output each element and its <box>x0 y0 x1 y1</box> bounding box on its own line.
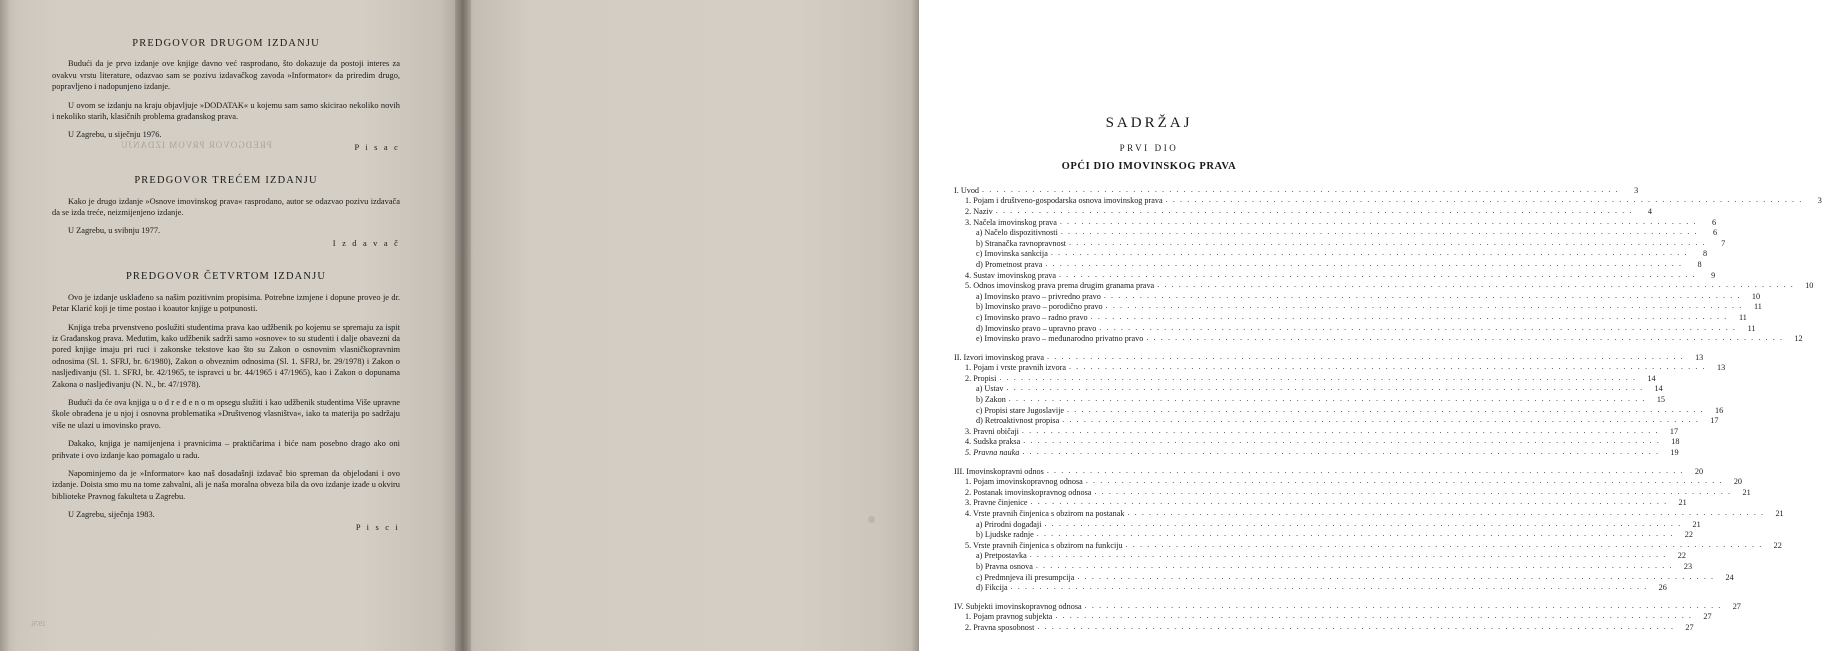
toc-entry-label: e) Imovinsko pravo – međunarodno privatno pravo <box>976 334 1144 344</box>
preface-paragraph: Budući da će ova knjiga u o d r e đ e n o m opsegu služiti i kao udžbenik studentima Više upravne škole obrađena je u njoj i osnovna problematika »Društvenog vlasništva«, iako ta materija po sadržaju više ne ulazi u imovinsko pravo. <box>52 397 400 430</box>
toc-entry-page: 9 <box>1711 270 1716 280</box>
table-of-contents <box>954 115 1822 634</box>
toc-entry-page: 8 <box>1697 259 1702 269</box>
preface-place-date: U Zagrebu, u siječnju 1976. <box>68 130 162 140</box>
toc-entry-page: 27 <box>1732 601 1741 611</box>
toc-dot-leader: . . . . . . . . . . . . . . . . . . . . . . . . . . . . . . . . . . . . . . . . . . . . . . . . . . . . . . . . . . . . . . . . . . . . . . . . . . . . . . . . . . . . . . . . . <box>1050 248 1689 258</box>
toc-dot-leader: . . . . . . . . . . . . . . . . . . . . . . . . . . . . . . . . . . . . . . . . . . . . . . . . . . . . . . . . . . . . . . . . . . . . . . . . . . . . . . . . . . . . . . . . . <box>1067 404 1705 414</box>
toc-entry-page: 26 <box>1658 583 1667 593</box>
toc-entry-page: 10 <box>1805 281 1814 291</box>
toc-dot-leader: . . . . . . . . . . . . . . . . . . . . . . . . . . . . . . . . . . . . . . . . . . . . . . . . . . . . . . . . . . . . . . . . . . . . . . . . . . . . . . . . . . . . . . . . . <box>1094 486 1732 496</box>
toc-dot-leader: . . . . . . . . . . . . . . . . . . . . . . . . . . . . . . . . . . . . . . . . . . . . . . . . . . . . . . . . . . . . . . . . . . . . . . . . . . . . . . . . . . . . . . . . . <box>1035 560 1674 570</box>
preface-column <box>52 38 400 533</box>
toc-entry-page: 14 <box>1647 373 1656 383</box>
toc-dot-leader: . . . . . . . . . . . . . . . . . . . . . . . . . . . . . . . . . . . . . . . . . . . . . . . . . . . . . . . . . . . . . . . . . . . . . . . . . . . . . . . . . . . . . . . . . <box>1036 529 1674 539</box>
preface-heading-4: PREDGOVOR ČETVRTOM IZDANJU <box>125 271 327 283</box>
toc-entry-label: a) Prirodni događaji <box>976 519 1042 529</box>
toc-entry-label: d) Fikcija <box>976 583 1008 593</box>
toc-entry-label: a) Ustav <box>976 384 1004 394</box>
toc-dot-leader: . . . . . . . . . . . . . . . . . . . . . . . . . . . . . . . . . . . . . . . . . . . . . . . . . . . . . . . . . . . . . . . . . . . . . . . . . . . . . . . . . . . . . . . . . <box>1037 621 1675 631</box>
toc-entry[interactable] <box>954 447 1679 459</box>
toc-dot-leader: . . . . . . . . . . . . . . . . . . . . . . . . . . . . . . . . . . . . . . . . . . . . . . . . . . . . . . . . . . . . . . . . . . . . . . . . . . . . . . . . . . . . . . . . . <box>1030 497 1668 507</box>
toc-entry-page: 11 <box>1753 302 1762 312</box>
toc-entry-label: 2. Postanak imovinskopravnog odnosa <box>965 487 1092 497</box>
preface-paragraph: Knjiga treba prvenstveno poslužiti studentima prava kao udžbenik po kojemu se spremaju za ispit iz Građanskog prava. Međutim, kako udžbenik sadrži samo »osnove« to su studenti i dalje obavezni da pored knjige imaju pri ruci i zakonske tekstove kao što su Zakon o osnovnim vlasničkopravnim odnosima (Sl. 1. SFRJ, br. 6/1980), Zakon o obveznim odnosima (Sl. 1. SFRJ, br. 29/1978) i Zakon o nasljeđivanju (Sl. 1. SFRJ, br. 42/1965, te ispravci u br. 44/1965 i 47/1965), kao i Zakon o dopunama Zakona o nasljeđivanju (N. N., br. 47/1978). <box>52 322 400 389</box>
toc-entry[interactable] <box>954 333 1803 345</box>
toc-entry-page: 14 <box>1654 384 1663 394</box>
toc-dot-leader: . . . . . . . . . . . . . . . . . . . . . . . . . . . . . . . . . . . . . . . . . . . . . . . . . . . . . . . . . . . . . . . . . . . . . . . . . . . . . . . . . . . . . . . . . <box>1021 425 1660 435</box>
toc-entry-label: 5. Pravna nauka <box>965 448 1020 458</box>
preface-paragraph: Dakako, knjiga je namijenjena i pravnicima – praktičarima i biće nam posebno drago ako oni prihvate i ovo izdanje kao pomagalo u radu. <box>52 439 400 460</box>
toc-entry-label: IV. Subjekti imovinskopravnog odnosa <box>954 601 1082 611</box>
toc-dot-leader: . . . . . . . . . . . . . . . . . . . . . . . . . . . . . . . . . . . . . . . . . . . . . . . . . . . . . . . . . . . . . . . . . . . . . . . . . . . . . . . . . . . . . . . . . <box>1069 237 1707 247</box>
preface-heading-3: PREDGOVOR TREĆEM IZDANJU <box>134 175 318 187</box>
preface-paragraph: Budući da je prvo izdanje ove knjige davno već rasprodano, što dokazuje da postoji interes za ovakvu vrstu literature, odazvao sam se pozivu izdavačkog zavoda »Informator« da priredim drugo, popravljeno i nadopunjeno izdanje. <box>52 59 400 92</box>
toc-entry-page: 21 <box>1775 509 1784 518</box>
toc-dot-leader: . . . . . . . . . . . . . . . . . . . . . . . . . . . . . . . . . . . . . . . . . . . . . . . . . . . . . . . . . . . . . . . . . . . . . . . . . . . . . . . . . . . . . . . . . <box>1008 394 1646 404</box>
preface-heading-2: PREDGOVOR DRUGOM IZDANJU <box>132 38 320 49</box>
toc-dot-leader: . . . . . . . . . . . . . . . . . . . . . . . . . . . . . . . . . . . . . . . . . . . . . . . . . . . . . . . . . . . . . . . . . . . . . . . . . . . . . . . . . . . . . . . . . <box>1044 518 1682 528</box>
toc-entry-label: c) Propisi stare Jugoslavije <box>976 405 1064 415</box>
preface-paragraph: Ovo je izdanje usklađeno sa našim pozitivnim propisima. Potrebne izmjene i dopune proveo je dr. Petar Klarić koji je time postao i koautor knjige u potpunosti. <box>52 292 400 314</box>
toc-dot-leader: . . . . . . . . . . . . . . . . . . . . . . . . . . . . . . . . . . . . . . . . . . . . . . . . . . . . . . . . . . . . . . . . . . . . . . . . . . . . . . . . . . . . . . . . . <box>1006 383 1644 393</box>
toc-entry-label: b) Ljudske radnje <box>976 530 1034 540</box>
left-edge-shadow <box>0 0 10 651</box>
toc-entry-page: 27 <box>1703 612 1712 622</box>
toc-entry-page: 6 <box>1712 228 1718 238</box>
toc-entry-label: b) Pravna osnova <box>976 561 1033 571</box>
toc-entry-label: 3. Pravni običaji <box>965 426 1019 436</box>
toc-entry-label: a) Pretpostavka <box>976 551 1027 561</box>
preface-signature: P i s c i <box>355 522 400 532</box>
toc-entry-page: 18 <box>1671 437 1680 447</box>
preface-paragraph: Kako je drugo izdanje »Osnove imovinskog prava« rasprodano, autor se odazvao pozivu izdavača da se izda treće, neizmijenjeno izdanje. <box>52 196 400 218</box>
toc-entry-label: d) Imovinsko pravo – upravno pravo <box>976 323 1097 333</box>
toc-entry-label: a) Imovinsko pravo – privredno pravo <box>976 291 1101 301</box>
left-book-page <box>0 0 462 651</box>
toc-dot-leader: . . . . . . . . . . . . . . . . . . . . . . . . . . . . . . . . . . . . . . . . . . . . . . . . . . . . . . . . . . . . . . . . . . . . . . . . . . . . . . . . . . . . . . . . . <box>1058 269 1697 279</box>
toc-dot-leader: . . . . . . . . . . . . . . . . . . . . . . . . . . . . . . . . . . . . . . . . . . . . . . . . . . . . . . . . . . . . . . . . . . . . . . . . . . . . . . . . . . . . . . . . . <box>1045 258 1683 268</box>
toc-entry-label: 4. Sudska praksa <box>965 437 1021 447</box>
toc-entry-page: 11 <box>1738 312 1747 322</box>
toc-dot-leader: . . . . . . . . . . . . . . . . . . . . . . . . . . . . . . . . . . . . . . . . . . . . . . . . . . . . . . . . . . . . . . . . . . . . . . . . . . . . . . . . . . . . . . . . . <box>1010 582 1648 592</box>
toc-entry-list <box>954 184 1822 634</box>
toc-entry-page: 13 <box>1716 363 1726 373</box>
toc-dot-leader: . . . . . . . . . . . . . . . . . . . . . . . . . . . . . . . . . . . . . . . . . . . . . . . . . . . . . . . . . . . . . . . . . . . . . . . . . . . . . . . . . . . . . . . . . <box>1125 539 1763 549</box>
toc-dot-leader: . . . . . . . . . . . . . . . . . . . . . . . . . . . . . . . . . . . . . . . . . . . . . . . . . . . . . . . . . . . . . . . . . . . . . . . . . . . . . . . . . . . . . . . . . <box>1090 311 1728 321</box>
toc-entry-label: c) Predmnjeva ili presumpcija <box>976 572 1075 582</box>
toc-entry-page: 15 <box>1656 395 1665 405</box>
toc-entry-label: d) Retroaktivnost propisa <box>976 416 1060 426</box>
toc-entry-label: 5. Vrste pravnih činjenica s obzirom na funkciju <box>965 540 1123 550</box>
toc-dot-leader: . . . . . . . . . . . . . . . . . . . . . . . . . . . . . . . . . . . . . . . . . . . . . . . . . . . . . . . . . . . . . . . . . . . . . . . . . . . . . . . . . . . . . . . . . <box>1165 195 1803 205</box>
toc-entry-page: 17 <box>1710 416 1719 426</box>
toc-entry-page: 22 <box>1684 530 1693 540</box>
toc-entry-label: d) Prometnost prava <box>976 259 1043 269</box>
toc-entry-page: 21 <box>1678 498 1687 508</box>
toc-entry[interactable] <box>954 621 1694 634</box>
preface-place-date: U Zagrebu, u svibnju 1977. <box>68 226 161 236</box>
toc-entry-page: 27 <box>1685 622 1694 632</box>
toc-dot-leader: . . . . . . . . . . . . . . . . . . . . . . . . . . . . . . . . . . . . . . . . . . . . . . . . . . . . . . . . . . . . . . . . . . . . . . . . . . . . . . . . . . . . . . . . . <box>1068 362 1707 372</box>
toc-dot-leader: . . . . . . . . . . . . . . . . . . . . . . . . . . . . . . . . . . . . . . . . . . . . . . . . . . . . . . . . . . . . . . . . . . . . . . . . . . . . . . . . . . . . . . . . . <box>1022 447 1660 457</box>
toc-dot-leader: . . . . . . . . . . . . . . . . . . . . . . . . . . . . . . . . . . . . . . . . . . . . . . . . . . . . . . . . . . . . . . . . . . . . . . . . . . . . . . . . . . . . . . . . . <box>1046 465 1685 475</box>
toc-entry-page: 12 <box>1794 334 1803 344</box>
toc-entry-label: b) Stranačka ravnopravnost <box>976 238 1067 248</box>
toc-dot-leader: . . . . . . . . . . . . . . . . . . . . . . . . . . . . . . . . . . . . . . . . . . . . . . . . . . . . . . . . . . . . . . . . . . . . . . . . . . . . . . . . . . . . . . . . . <box>995 205 1633 215</box>
toc-entry-page: 22 <box>1773 540 1782 550</box>
toc-dot-leader: . . . . . . . . . . . . . . . . . . . . . . . . . . . . . . . . . . . . . . . . . . . . . . . . . . . . . . . . . . . . . . . . . . . . . . . . . . . . . . . . . . . . . . . . . <box>1055 611 1693 621</box>
toc-entry-page: 16 <box>1715 405 1724 415</box>
toc-entry-page: 6 <box>1711 217 1717 227</box>
toc-dot-leader: . . . . . . . . . . . . . . . . . . . . . . . . . . . . . . . . . . . . . . . . . . . . . . . . . . . . . . . . . . . . . . . . . . . . . . . . . . . . . . . . . . . . . . . . . <box>1099 322 1737 332</box>
toc-entry-label: 5. Odnos imovinskog prava prema drugim granama prava <box>965 281 1155 291</box>
toc-entry-label: I. Uvod <box>954 185 980 195</box>
toc-dot-leader: . . . . . . . . . . . . . . . . . . . . . . . . . . . . . . . . . . . . . . . . . . . . . . . . . . . . . . . . . . . . . . . . . . . . . . . . . . . . . . . . . . . . . . . . . <box>999 372 1637 382</box>
toc-dot-leader: . . . . . . . . . . . . . . . . . . . . . . . . . . . . . . . . . . . . . . . . . . . . . . . . . . . . . . . . . . . . . . . . . . . . . . . . . . . . . . . . . . . . . . . . . <box>1062 415 1700 425</box>
toc-entry-page: 23 <box>1683 561 1693 571</box>
toc-dot-leader: . . . . . . . . . . . . . . . . . . . . . . . . . . . . . . . . . . . . . . . . . . . . . . . . . . . . . . . . . . . . . . . . . . . . . . . . . . . . . . . . . . . . . . . . . <box>1146 333 1784 343</box>
toc-entry-page: 3 <box>1634 185 1639 195</box>
toc-entry-page: 13 <box>1695 352 1704 362</box>
toc-entry-label: 1. Pojam imovinskopravnog odnosa <box>965 477 1083 487</box>
toc-entry-page: 10 <box>1751 291 1761 301</box>
toc-entry-page: 21 <box>1742 487 1751 497</box>
preface-signature: I z d a v a č <box>332 238 400 248</box>
toc-entry[interactable] <box>954 582 1667 594</box>
toc-entry-page: 3 <box>1817 196 1822 206</box>
toc-dot-leader: . . . . . . . . . . . . . . . . . . . . . . . . . . . . . . . . . . . . . . . . . . . . . . . . . . . . . . . . . . . . . . . . . . . . . . . . . . . . . . . . . . . . . . . . . <box>1060 227 1699 237</box>
book-gutter-shadow <box>455 0 471 651</box>
toc-entry-label: 2. Naziv <box>965 206 993 216</box>
toc-entry-label: 3. Načela imovinskog prava <box>965 217 1057 227</box>
toc-entry-page: 11 <box>1747 323 1756 333</box>
toc-entry-label: c) Imovinska sankcija <box>976 249 1048 259</box>
toc-entry-page: 8 <box>1702 249 1708 259</box>
toc-entry-label: 1. Pojam i društveno-gospodarska osnova imovinskog prava <box>965 196 1163 206</box>
toc-entry-page: 17 <box>1669 426 1679 436</box>
toc-dot-leader: . . . . . . . . . . . . . . . . . . . . . . . . . . . . . . . . . . . . . . . . . . . . . . . . . . . . . . . . . . . . . . . . . . . . . . . . . . . . . . . . . . . . . . . . . <box>1085 476 1724 486</box>
toc-entry-label: 4. Vrste pravnih činjenica s obzirom na postanak <box>965 509 1125 518</box>
toc-entry-label: c) Imovinsko pravo – radno pravo <box>976 312 1088 322</box>
right-book-page <box>462 0 1822 651</box>
toc-entry-page: 21 <box>1692 519 1701 529</box>
toc-entry-page: 20 <box>1694 466 1704 476</box>
toc-entry-label: 4. Sustav imovinskog prava <box>965 270 1056 280</box>
toc-dot-leader: . . . . . . . . . . . . . . . . . . . . . . . . . . . . . . . . . . . . . . . . . . . . . . . . . . . . . . . . . . . . . . . . . . . . . . . . . . . . . . . . . . . . . . . . . <box>1127 508 1765 517</box>
toc-dot-leader: . . . . . . . . . . . . . . . . . . . . . . . . . . . . . . . . . . . . . . . . . . . . . . . . . . . . . . . . . . . . . . . . . . . . . . . . . . . . . . . . . . . . . . . . . <box>1103 290 1742 300</box>
preface-signature: P i s a c <box>354 142 400 152</box>
toc-entry-label: a) Načelo dispozitivnosti <box>976 228 1058 238</box>
toc-entry-page: 19 <box>1670 448 1679 458</box>
toc-dot-leader: . . . . . . . . . . . . . . . . . . . . . . . . . . . . . . . . . . . . . . . . . . . . . . . . . . . . . . . . . . . . . . . . . . . . . . . . . . . . . . . . . . . . . . . . . <box>1059 216 1698 226</box>
preface-paragraph: Napominjemo da je »Informator« kao naš dosadašnji izdavač bio spreman da objelodani i ovo izdanje. Doista smo mu na tome zahvalni, ali je naša moralna obveza bila da ovo izdanje izađe u okviru biblioteke Pravnog fakulteta u Zagrebu. <box>52 468 400 501</box>
toc-entry-page: 24 <box>1725 572 1734 582</box>
toc-dot-leader: . . . . . . . . . . . . . . . . . . . . . . . . . . . . . . . . . . . . . . . . . . . . . . . . . . . . . . . . . . . . . . . . . . . . . . . . . . . . . . . . . . . . . . . . . <box>1157 280 1795 290</box>
toc-entry-label: 2. Propisi <box>965 373 997 383</box>
toc-entry-label: 1. Pojam i vrste pravnih izvora <box>965 363 1066 373</box>
toc-title: SADRŽAJ <box>1105 115 1193 131</box>
toc-subtitle: OPĆI DIO IMOVINSKOG PRAVA <box>1061 161 1237 173</box>
right-edge-shadow <box>911 0 919 651</box>
toc-entry-label: 3. Pravne činjenice <box>965 498 1028 508</box>
toc-dot-leader: . . . . . . . . . . . . . . . . . . . . . . . . . . . . . . . . . . . . . . . . . . . . . . . . . . . . . . . . . . . . . . . . . . . . . . . . . . . . . . . . . . . . . . . . . <box>1105 301 1743 311</box>
toc-entry-label: II. Izvori imovinskog prava <box>954 352 1045 362</box>
toc-dot-leader: . . . . . . . . . . . . . . . . . . . . . . . . . . . . . . . . . . . . . . . . . . . . . . . . . . . . . . . . . . . . . . . . . . . . . . . . . . . . . . . . . . . . . . . . . <box>1029 550 1667 560</box>
bleedthrough-text-2: 1976. <box>30 620 46 628</box>
bleedthrough-text: PREDGOVOR PRVOM IZDANJU <box>120 140 272 150</box>
toc-entry-page: 20 <box>1733 477 1743 487</box>
preface-place-date: U Zagrebu, siječnja 1983. <box>68 510 155 520</box>
toc-entry-label: b) Imovinsko pravo – porodično pravo <box>976 302 1103 312</box>
toc-dot-leader: . . . . . . . . . . . . . . . . . . . . . . . . . . . . . . . . . . . . . . . . . . . . . . . . . . . . . . . . . . . . . . . . . . . . . . . . . . . . . . . . . . . . . . . . . <box>1023 436 1661 446</box>
toc-dot-leader: . . . . . . . . . . . . . . . . . . . . . . . . . . . . . . . . . . . . . . . . . . . . . . . . . . . . . . . . . . . . . . . . . . . . . . . . . . . . . . . . . . . . . . . . . <box>1077 571 1715 581</box>
toc-dot-leader: . . . . . . . . . . . . . . . . . . . . . . . . . . . . . . . . . . . . . . . . . . . . . . . . . . . . . . . . . . . . . . . . . . . . . . . . . . . . . . . . . . . . . . . . . <box>1084 600 1722 610</box>
toc-part-label: PRVI DIO <box>1119 142 1179 153</box>
toc-entry-label: 2. Pravna sposobnost <box>965 622 1035 632</box>
toc-entry-page: 7 <box>1721 238 1726 248</box>
toc-entry-page: 4 <box>1647 206 1652 216</box>
toc-entry-label: III. Imovinskopravni odnos <box>954 466 1044 476</box>
toc-entry-label: 1. Pojam pravnog subjekta <box>965 612 1053 622</box>
toc-dot-leader: . . . . . . . . . . . . . . . . . . . . . . . . . . . . . . . . . . . . . . . . . . . . . . . . . . . . . . . . . . . . . . . . . . . . . . . . . . . . . . . . . . . . . . . . . <box>1047 351 1685 361</box>
toc-entry-page: 22 <box>1677 551 1686 561</box>
toc-dot-leader: . . . . . . . . . . . . . . . . . . . . . . . . . . . . . . . . . . . . . . . . . . . . . . . . . . . . . . . . . . . . . . . . . . . . . . . . . . . . . . . . . . . . . . . . . <box>982 184 1620 194</box>
preface-paragraph: U ovom se izdanju na kraju objavljuje »DODATAK« u kojemu sam samo skicirao nekoliko novih i nekoliko starih, klasičnih problema građanskog prava. <box>52 100 400 122</box>
toc-entry-label: b) Zakon <box>976 395 1006 405</box>
